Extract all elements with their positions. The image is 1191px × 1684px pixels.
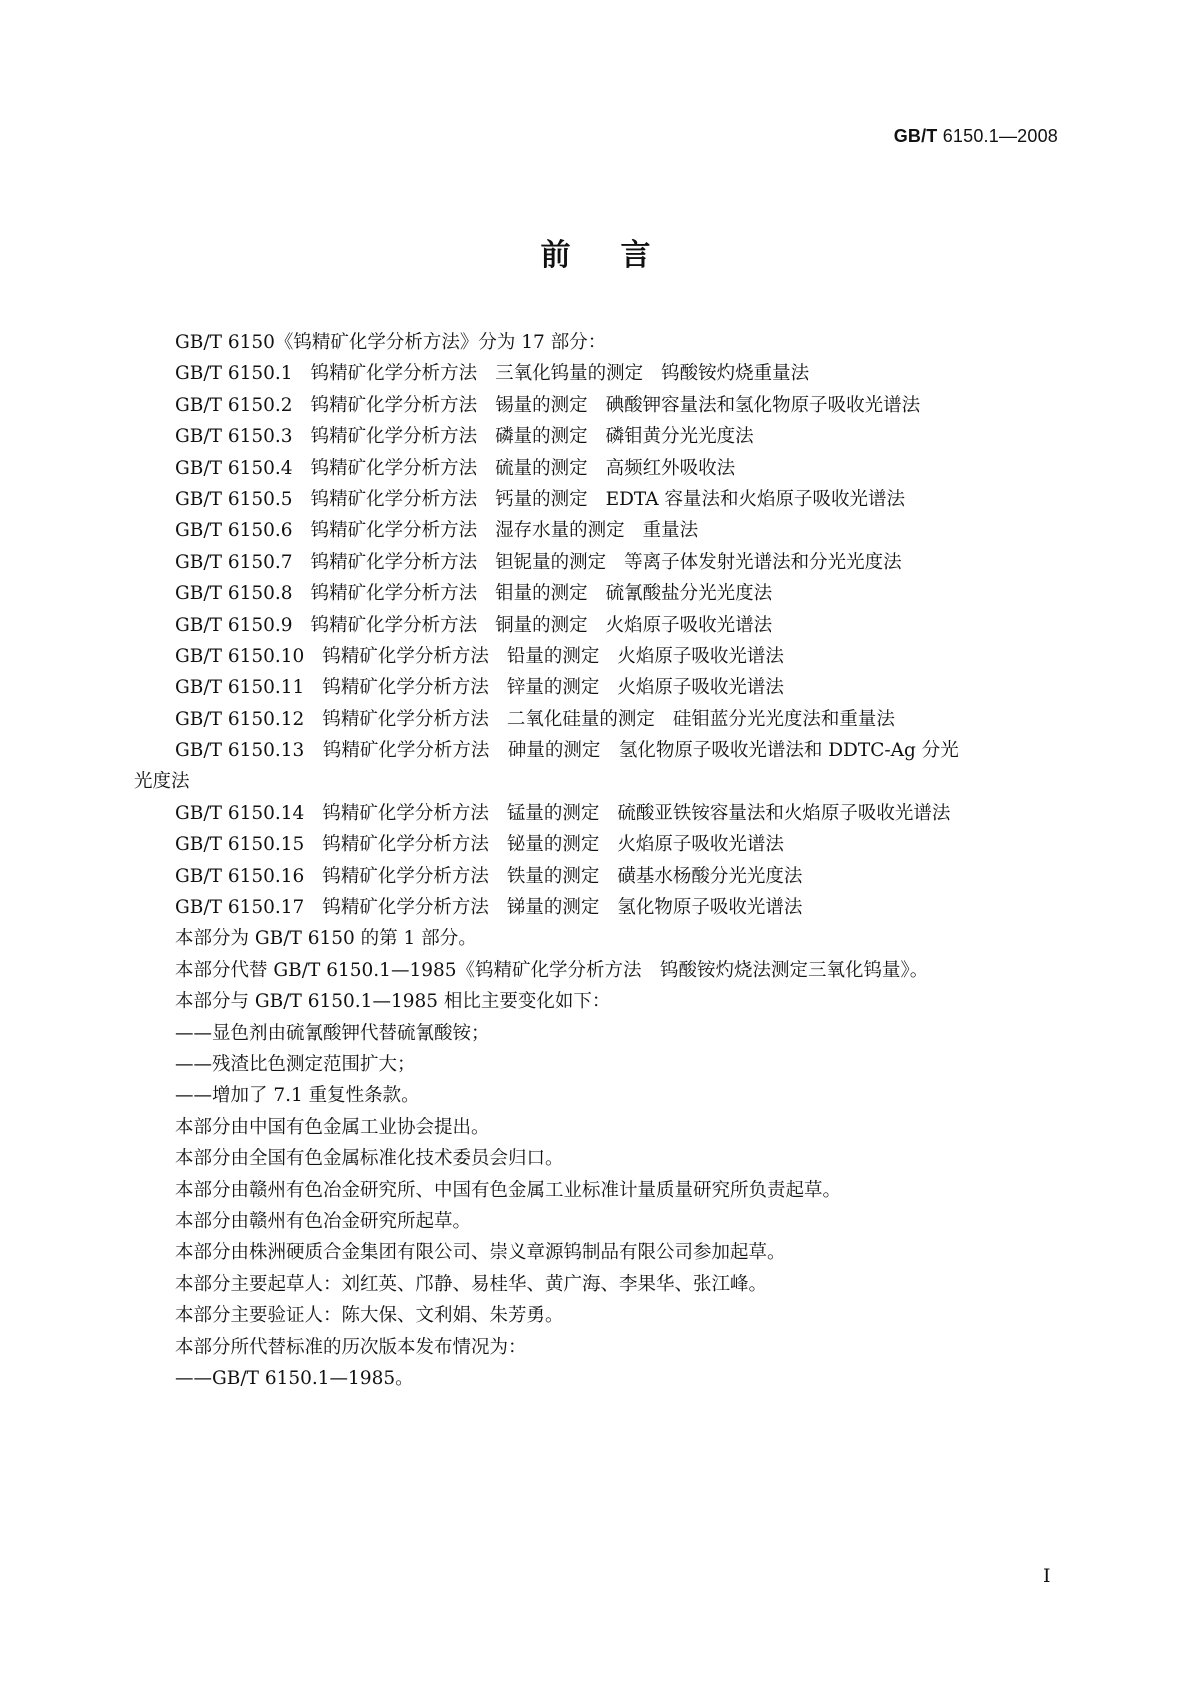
part-subject: 钙量的测定 <box>495 488 588 510</box>
part-subject: 锌量的测定 <box>506 677 600 699</box>
part-series: 钨精矿化学分析方法 <box>322 708 489 730</box>
paragraph: ——残渣比色测定范围扩大； <box>175 1053 416 1075</box>
part-series: 钨精矿化学分析方法 <box>322 834 489 856</box>
part-code: GB/T 6150.1 <box>175 363 293 385</box>
part-method: 硫氰酸盐分光光度法 <box>605 583 773 605</box>
part-series: 钨精矿化学分析方法 <box>322 897 489 919</box>
part-code: GB/T 6150.10 <box>175 645 305 667</box>
part-method: 氢化物原子吸收光谱法 <box>617 897 803 919</box>
part-subject: 二氧化硅量的测定 <box>506 708 655 730</box>
part-13-line-2: 光度法 <box>134 771 190 793</box>
part-code: GB/T 6150.4 <box>175 457 293 479</box>
part-method: 磺基水杨酸分光光度法 <box>617 865 803 887</box>
paragraph: 本部分与 GB/T 6150.1—1985 相比主要变化如下： <box>175 991 611 1013</box>
part-series: 钨精矿化学分析方法 <box>322 865 489 887</box>
part-series: 钨精矿化学分析方法 <box>322 645 489 667</box>
paragraph: 本部分由赣州有色冶金研究所、中国有色金属工业标准计量质量研究所负责起草。 <box>175 1179 842 1201</box>
paragraph: ——GB/T 6150.1—1985。 <box>175 1367 414 1389</box>
parts-list-continued <box>134 798 1064 924</box>
part-method: 等离子体发射光谱法和分光光度法 <box>624 551 902 573</box>
part-item <box>134 798 1064 829</box>
part-subject: 湿存水量的测定 <box>495 520 625 542</box>
part-item <box>134 892 1064 923</box>
page-number: I <box>1043 1565 1051 1587</box>
part-series: 钨精矿化学分析方法 <box>322 802 489 824</box>
part-item <box>134 390 1064 421</box>
part-method: 磷钼黄分光光度法 <box>605 426 754 448</box>
part-code: GB/T 6150.17 <box>175 897 305 919</box>
part-item <box>134 547 1064 578</box>
part-item <box>134 641 1064 672</box>
part-code: GB/T 6150.8 <box>175 583 293 605</box>
part-method: 火焰原子吸收光谱法 <box>617 834 784 856</box>
part-code: GB/T 6150.3 <box>175 426 293 448</box>
paragraph: 本部分由中国有色金属工业协会提出。 <box>175 1116 490 1138</box>
part-code: GB/T 6150.12 <box>175 708 305 730</box>
parts-list <box>134 358 1064 735</box>
part-series: 钨精矿化学分析方法 <box>310 457 478 479</box>
part-subject: 锑量的测定 <box>506 897 600 919</box>
paragraph: 本部分由赣州有色冶金研究所起草。 <box>175 1210 472 1232</box>
part-code: GB/T 6150.9 <box>175 614 293 636</box>
part-item <box>134 610 1064 641</box>
part-subject: 铋量的测定 <box>506 834 600 856</box>
part-series: 钨精矿化学分析方法 <box>310 614 478 636</box>
part-subject: 硫量的测定 <box>495 457 588 479</box>
part-subject: 铅量的测定 <box>506 645 600 667</box>
part-item <box>134 453 1064 484</box>
part-series: 钨精矿化学分析方法 <box>310 426 478 448</box>
part-item <box>134 484 1064 515</box>
paragraph-list <box>134 923 1064 1394</box>
part-item <box>134 704 1064 735</box>
part-item <box>134 578 1064 609</box>
part-series: 钨精矿化学分析方法 <box>310 551 478 573</box>
paragraph: 本部分由全国有色金属标准化技术委员会归口。 <box>175 1148 564 1170</box>
part-subject: 钼量的测定 <box>495 583 588 605</box>
part-series: 钨精矿化学分析方法 <box>310 394 478 416</box>
part-subject: 磷量的测定 <box>495 426 588 448</box>
paragraph: 本部分主要起草人：刘红英、邝静、易桂华、黄广海、李果华、张江峰。 <box>175 1273 768 1295</box>
part-subject: 铜量的测定 <box>495 614 588 636</box>
part-series: 钨精矿化学分析方法 <box>310 520 478 542</box>
part-13-line-1: GB/T 6150.13 钨精矿化学分析方法 砷量的测定 氢化物原子吸收光谱法和 DDTC-Ag 分光 <box>175 740 959 762</box>
part-method: 火焰原子吸收光谱法 <box>605 614 773 636</box>
standard-prefix: GB/T <box>893 126 938 146</box>
part-subject: 三氧化钨量的测定 <box>495 363 644 385</box>
part-method: 钨酸铵灼烧重量法 <box>661 363 810 385</box>
part-method: 重量法 <box>642 520 699 542</box>
part-subject: 锡量的测定 <box>495 394 588 416</box>
part-method: 高频红外吸收法 <box>605 457 736 479</box>
part-subject: 钽铌量的测定 <box>495 551 607 573</box>
part-code: GB/T 6150.2 <box>175 394 293 416</box>
foreword-body <box>134 327 1064 1394</box>
part-method: 硅钼蓝分光光度法和重量法 <box>672 708 895 730</box>
intro-paragraph: GB/T 6150《钨精矿化学分析方法》分为 17 部分： <box>175 332 607 353</box>
paragraph: 本部分由株洲硬质合金集团有限公司、崇义章源钨制品有限公司参加起草。 <box>175 1242 786 1264</box>
page-title: 前言 <box>540 238 701 273</box>
paragraph: ——增加了 7.1 重复性条款。 <box>175 1085 420 1107</box>
part-subject: 铁量的测定 <box>506 865 600 887</box>
part-method: 硫酸亚铁铵容量法和火焰原子吸收光谱法 <box>617 802 951 824</box>
part-code: GB/T 6150.11 <box>175 677 305 699</box>
part-method: 火焰原子吸收光谱法 <box>617 677 784 699</box>
part-subject: 锰量的测定 <box>506 802 600 824</box>
part-series: 钨精矿化学分析方法 <box>322 677 489 699</box>
part-code: GB/T 6150.7 <box>175 551 293 573</box>
part-code: GB/T 6150.5 <box>175 488 293 510</box>
part-code: GB/T 6150.15 <box>175 834 305 856</box>
part-method: EDTA 容量法和火焰原子吸收光谱法 <box>605 488 906 510</box>
paragraph: 本部分为 GB/T 6150 的第 1 部分。 <box>175 928 477 950</box>
part-code: GB/T 6150.16 <box>175 865 305 887</box>
standard-number: 6150.1—2008 <box>942 126 1058 146</box>
part-item <box>134 861 1064 892</box>
part-series: 钨精矿化学分析方法 <box>310 583 478 605</box>
part-code: GB/T 6150.14 <box>175 802 305 824</box>
part-code: GB/T 6150.6 <box>175 520 293 542</box>
part-item <box>134 358 1064 389</box>
paragraph: ——显色剂由硫氰酸钾代替硫氰酸铵； <box>175 1022 490 1044</box>
paragraph: 本部分所代替标准的历次版本发布情况为： <box>175 1336 527 1358</box>
part-series: 钨精矿化学分析方法 <box>310 488 478 510</box>
part-item <box>134 829 1064 860</box>
part-method: 碘酸钾容量法和氢化物原子吸收光谱法 <box>605 394 921 416</box>
part-item <box>134 421 1064 452</box>
part-method: 火焰原子吸收光谱法 <box>617 645 784 667</box>
paragraph: 本部分主要验证人：陈大保、文利娟、朱芳勇。 <box>175 1305 564 1327</box>
part-item <box>134 672 1064 703</box>
paragraph: 本部分代替 GB/T 6150.1—1985《钨精矿化学分析方法 钨酸铵灼烧法测定三氧化钨量》。 <box>175 959 929 981</box>
standard-code <box>894 126 1058 147</box>
part-series: 钨精矿化学分析方法 <box>310 363 478 385</box>
part-item <box>134 515 1064 546</box>
